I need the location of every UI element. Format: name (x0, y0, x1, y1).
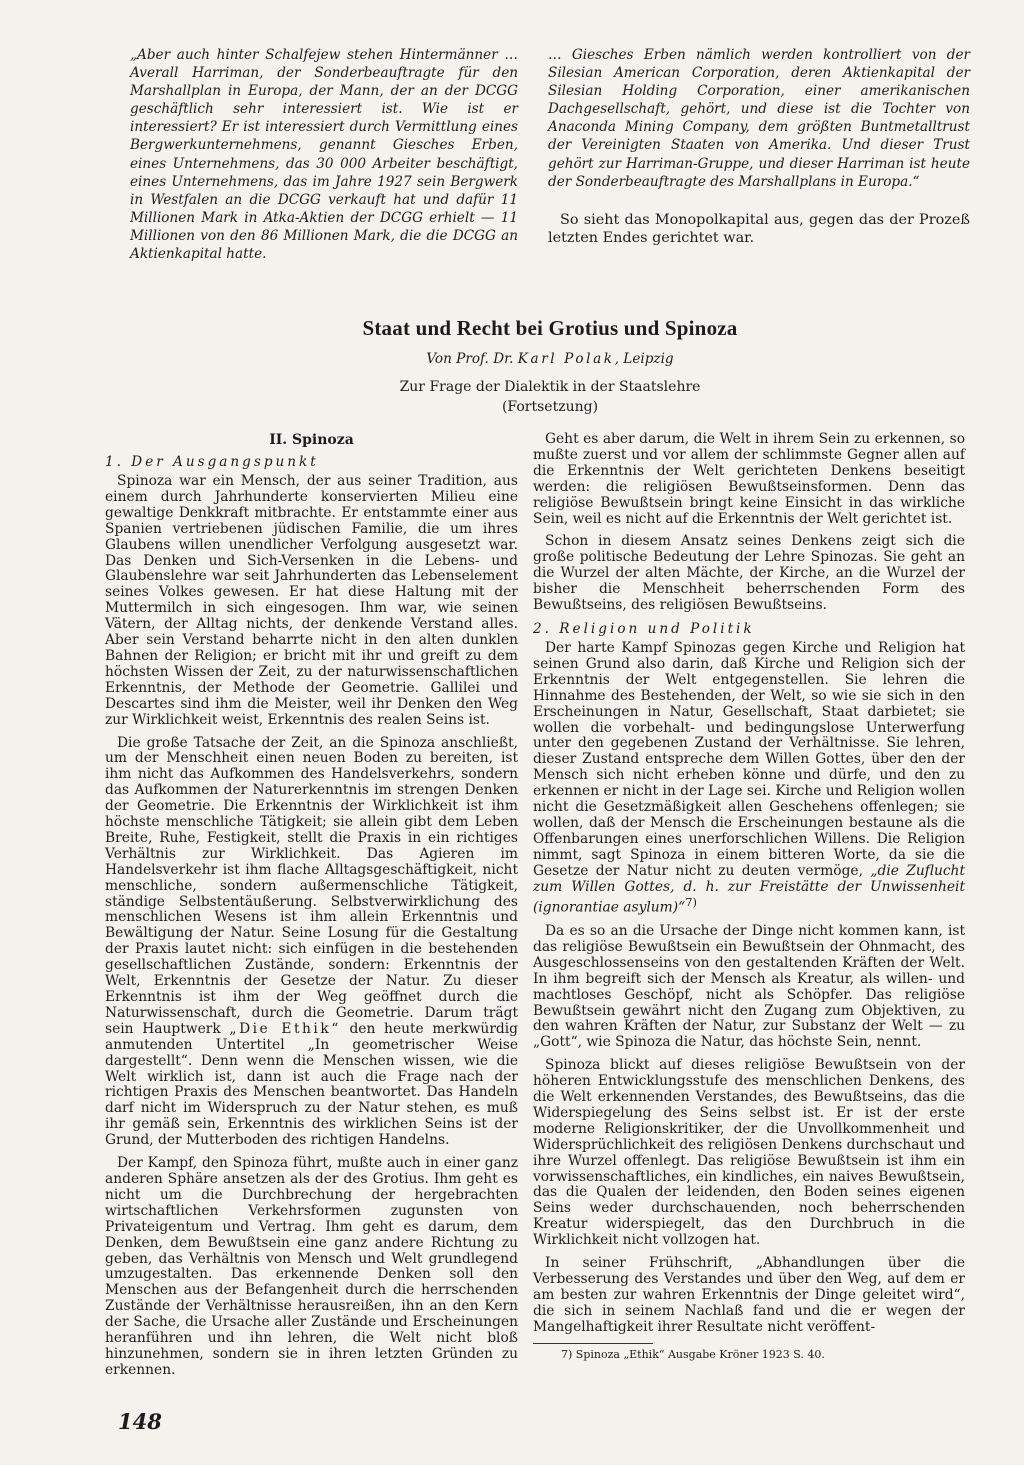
paragraph: Schon in diesem Ansatz seines Denkens zeigt sich die große politische Bedeutung der Lehre Spinozas. Sie geht an die Wurzel der alten Mächte, der Kirche, an die Wurzel der bisher die Menschheit beherrschenden Form des Bewußtseins, des religiösen Bewußtseins. (533, 533, 965, 614)
article-title: Staat und Recht bei Grotius und Spinoza (362, 316, 738, 340)
paragraph: Spinoza war ein Mensch, der aus seiner Tradition, aus einem durch Jahrhunderte konservierten Milieu eine gewaltige Denkkraft mitbrachte. Er entstammte einer aus Spanien vertriebenen jüdischen Familie, die um ihres Glaubens willen unendlicher Verfolgung ausgesetzt war. Das Denken und Sich-Versenken in die Lebens- und Glaubenslehre war seit Jahrhunderten das Lebenselement seines Volkes gewesen. Er hat diese Haltung mit der Muttermilch in sich eingesogen. Ihm war, wie seinen Vätern, der Alltag nichts, der denkende Verstand alles. Aber sein Verstand beharrte nicht in den alten dunklen Bahnen der Religion; er bricht mit ihr und greift zu dem höchsten Wissen der Zeit, zu der naturwissenschaftlichen Erkenntnis, der Methode der Geometrie. Gallilei und Descartes sind ihm die Meister, weil ihr Denken den Weg zur Wirklichkeit weist, Erkenntnis des realen Seins ist. (105, 473, 518, 728)
paragraph (105, 736, 518, 1150)
paragraph: In seiner Frühschrift, „Abhandlungen über die Verbesserung des Verstandes und über den Weg, auf dem er am besten zur wahren Erkenntnis der Dinge geleitet wird“, die sich in seinem Nachlaß fand und die er wegen der Mangelhaftigkeit ihrer Resultate nicht veröffent- (533, 1255, 965, 1335)
paragraph: Der Kampf, den Spinoza führt, mußte auch in einer ganz anderen Sphäre ansetzen als der des Grotius. Ihm geht es nicht um die Durchbrechung der hergebrachten wirtschaftlichen Verkehrsformen zugunsten von Privateigentum und Vertrag. Ihm geht es darum, dem Denken, dem Bewußtsein eine ganz andere Richtung zu geben, das Verhältnis von Mensch und Welt grundlegend umzugestalten. Das erkennende Denken soll den Menschen aus der Befangenheit durch die herrschenden Zustände der Verhältnisse herausreißen, ihn an den Kern der Sache, die Ursache aller Zustände und Erscheinungen heranführen und ihn lehren, die Welt nicht bloß hinzunehmen, sondern sie in ihren letzten Gründen zu erkennen. (105, 1155, 518, 1378)
quote-right-text: … Giesches Erben nämlich werden kontrolliert von der Silesian American Corporation, deren Aktienkapital der Silesian Holding Corporation, einer amerikanischen Dachgesellschaft, gehört, und diese ist die Tochter von Anaconda Mining Company, dem größten Buntmetalltrust der Vereinigten Staaten von Amerika. Und dieser Trust gehört zur Harriman-Gruppe, und dieser Harriman ist heute der Sonderbeauftragte des Marshallplans in Europa.“ (548, 47, 970, 190)
quote-left-text: „Aber auch hinter Schalfejew stehen Hintermänner … Averall Harriman, der Sonderbeauftragte für den Marshallplan in Europa, der Mann, der an der DCGG geschäftlich sehr interessiert ist. Wie ist er interessiert? Er ist interessiert durch Vermittlung eines Bergwerkunternehmens, genannt Giesches Erben, eines Unternehmens, das 30 000 Arbeiter beschäftigt, eines Unternehmens, das im Jahre 1927 sein Bergwerk in Westfalen an die DCGG verkauft hat und dafür 11 Millionen Mark in Atka-Aktien der DCGG erhielt — 11 Millionen von den 86 Millionen Mark, die die DCGG an Aktienkapital hatte. (130, 47, 518, 263)
paragraph: Spinoza blickt auf dieses religiöse Bewußtsein von der höheren Entwicklungsstufe des menschlichen Denkens, des die Welt erkennenden Verstandes, des Bewußtseins, das die Widerspiegelung des Seins selbst ist. Er ist der erste moderne Religionskritiker, der die Unvollkommenheit und Widersprüchlichkeit des religiösen Denkens durchschaut und ihre Wurzel offenlegt. Das religiöse Bewußtsein ist ihm ein vorwissenschaftliches, ein kindliches, ein naives Bewußtsein, das die Qualen der leidenden, den Boden seines eigenen Seins weder durchschauenden, noch beherrschenden Kreatur widerspiegelt, das den Durchbruch in die Wirklichkeit nicht vollzogen hat. (533, 1057, 965, 1249)
quote-block-right (548, 46, 970, 247)
paragraph: Geht es aber darum, die Welt in ihrem Sein zu erkennen, so mußte zuerst und vor allem der schlimmste Gegner allen auf die Erkenntnis der Welt gerichteten Denkens beseitigt werden: die religiösen Bewußtseinsformen. Denn das religiöse Bewußtsein bringt keine Einsicht in das wirkliche Sein, weil es nicht auf die Erkenntnis der Welt gerichtet ist. (533, 431, 965, 527)
author-location: , Leipzig (614, 351, 674, 367)
author-name: Karl Polak (517, 351, 615, 367)
footnote-rule (533, 1343, 653, 1344)
paragraph (533, 641, 965, 917)
section-heading: II. Spinoza (269, 432, 354, 448)
footnote: 7) Spinoza „Ethik“ Ausgabe Kröner 1923 S. 40. (561, 1347, 825, 1361)
paragraph-text: den heute merkwürdig anmutenden Untertitel „In geometrischer Weise dargestellt“. Denn wenn die Menschen wissen, wie die Welt wirklich ist, dann ist auch die Frage nach der richtigen Praxis des Menschen beantwortet. Das Handeln darf nicht im Widerspruch zu der Natur stehen, es muß ihr gemäß sein, Erkenntnis des wirklichen Seins ist der Grund, der Mutterboden des richtigen Handelns. (105, 1020, 518, 1149)
paragraph: Da es so an die Ursache der Dinge nicht kommen kann, ist das religiöse Bewußtsein ein Bewußtsein der Ohnmacht, des Ausgeschlossenseins von den gestaltenden Kräften der Welt. In ihm begreift sich der Mensch als Kreatur, als willen- und machtloses Geschöpf, nicht als Schöpfer. Das religiöse Bewußtsein gewährt nicht den Zugang zum Objektiven, zu den wahren Kräften der Natur, zur Substanz der Welt — zu „Gott“, wie Spinoza die Natur, das höchste Sein, nennt. (533, 922, 965, 1051)
right-column (533, 432, 965, 1362)
byline-prefix: Von Prof. Dr. (426, 351, 514, 367)
article-header (120, 316, 980, 417)
page-number: 148 (118, 1409, 162, 1434)
footnote-ref: 7) (685, 895, 697, 910)
quote-block-left (130, 46, 518, 263)
quote-conclusion: So sieht das Monopolkapital aus, gegen das der Prozeß letzten Endes gerichtet war. (548, 211, 970, 246)
continuation-note: (Fortsetzung) (501, 399, 599, 415)
subsection-heading-2: 2. Religion und Politik (533, 620, 755, 637)
inline-quote: „die Zuflucht zum Willen Gottes, d. h. zur Freistätte der Unwissenheit (ignorantiae asylum)“ (533, 862, 965, 917)
subtitle-line: Zur Frage der Dialektik in der Staatslehre (399, 379, 701, 395)
paragraph-text: Die große Tatsache der Zeit, an die Spinoza anschließt, um der Menschheit einen neuen Boden zu bereiten, ist ihm nicht das Aufkommen des Handelsverkehrs, sondern das Aufkommen der Naturerkenntnis im strengen Denken der Geometrie. Die Erkenntnis der Wirklichkeit ist ihm höchste menschliche Tätigkeit; sie allein gibt dem Leben Breite, Ruhe, Festigkeit, stellt die Praxis in ein richtiges Verhältnis zur Wirklichkeit. Das Agieren im Handelsverkehr ist ihm flache Alltagsgeschäftigkeit, nicht menschliche, sondern außermenschliche Tätigkeit, ständige Selbstentäußerung. Selbstverwirklichung des menschlichen Wesens ist ihm allein Erkenntnis und Bewältigung der Natur. Seine Losung für die Gestaltung der Praxis lautet nicht: sich einfügen in die bestehenden gesellschaftlichen Zustände, sondern: Erkenntnis der Welt, Erkenntnis der Gesetze der Natur. Zu dieser Erkenntnis ist ihm der Weg geöffnet durch die Naturwissenschaft, durch die Geometrie. Darum trägt sein Hauptwerk (105, 734, 518, 1037)
article-subtitle (120, 377, 980, 417)
paragraph-text: Der harte Kampf Spinozas gegen Kirche und Religion hat seinen Grund also darin, daß Kirche und Religion sich der Erkenntnis der Welt entgegenstellen. Sie lehren die Hinnahme des Bestehenden, der Welt, so wie sie sich in den Erscheinungen in Natur, Gesellschaft, Staat darbietet; sie wollen die vorbehalt- und bedingungslose Unterwerfung unter den gegebenen Zustand der Verhältnisse. Sie lehren, dieser Zustand entspreche dem Willen Gottes, über den der Mensch sich nicht erheben könne und dürfe, und den zu erkennen er nicht in der Lage sei. Kirche und Religion wollen nicht die Gesetzmäßigkeit allen Geschehens offenlegen; sie wollen, daß der Mensch die Erscheinungen bestaune als die Offenbarungen eines unerforschlichen Willens. Die Religion nimmt, sagt Spinoza in einem bitteren Worte, da sie die Gesetze der Natur nicht zu deuten vermöge, (533, 639, 966, 879)
left-column (105, 432, 518, 1386)
subsection-heading-1: 1. Der Ausgangspunkt (105, 454, 319, 470)
work-title-ethik: „Die Ethik“ (229, 1020, 341, 1037)
byline (120, 351, 980, 367)
